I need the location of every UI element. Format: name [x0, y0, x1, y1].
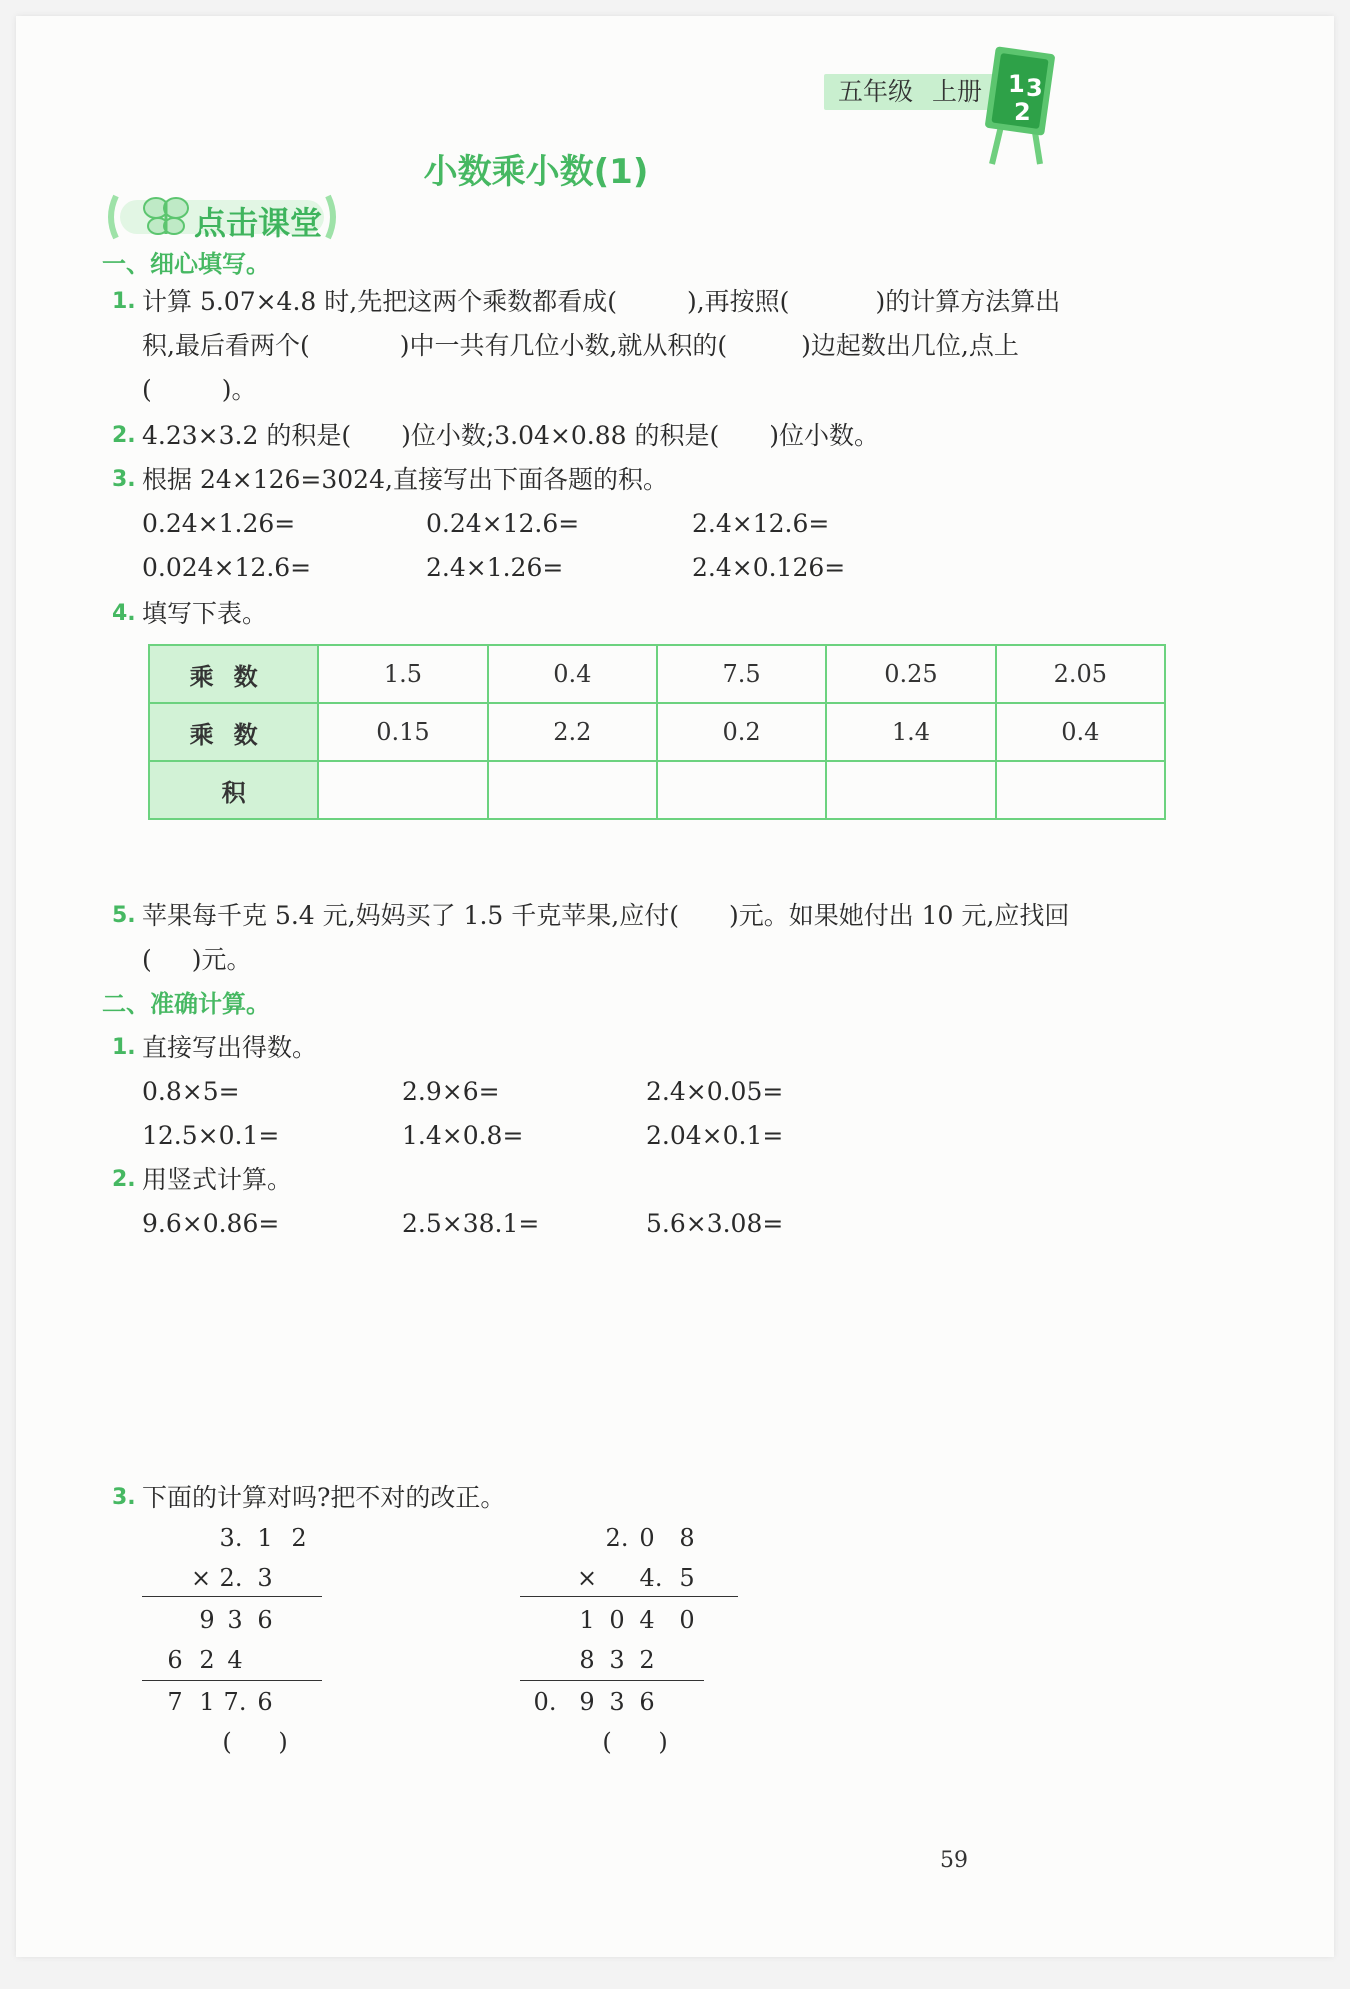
logo-digit-3: 3 [1026, 74, 1043, 102]
s2-q3-text: 下面的计算对吗?把不对的改正。 [142, 1483, 506, 1512]
table-cell: 0.25 [826, 645, 995, 703]
calc-left-digit: 6 [257, 1688, 273, 1716]
calc-left-digit: 3 [257, 1564, 273, 1592]
calc-right-digit: 1 [579, 1606, 595, 1634]
calc-right-digit: 4 [639, 1606, 655, 1634]
q5-text-b: )元。如果她付出 10 元,应找回 [728, 901, 1070, 930]
table-cell: 0.4 [488, 645, 657, 703]
grade-label: 五年级 [838, 77, 914, 106]
q1-text-b: ),再按照( [686, 287, 790, 316]
calc-left-digit: 1 [199, 1688, 215, 1716]
q1-text-e: )中一共有几位小数,就从积的( [399, 331, 728, 360]
logo-digit-1: 1 [1008, 70, 1025, 98]
q4-text: 填写下表。 [142, 599, 268, 628]
q5-text-c: ( [142, 945, 152, 974]
s2-q2-number: 2. [112, 1167, 136, 1192]
calc-left-digit: 7. [223, 1688, 247, 1716]
q1-text-c: )的计算方法算出 [875, 287, 1061, 316]
q1-line1 [142, 280, 1060, 324]
section1-heading: 一、细心填写。 [102, 250, 270, 278]
s2-q3-number: 3. [112, 1485, 136, 1510]
calc-right-rule-1 [520, 1596, 738, 1597]
q3-item-6: 2.4×0.126= [692, 553, 846, 582]
product-answer-cell[interactable] [826, 761, 995, 819]
q1-line2 [142, 324, 1019, 368]
q1-line3 [142, 368, 257, 412]
calc-right-digit: 9 [579, 1688, 595, 1716]
butterfly-icon [144, 198, 188, 234]
page-title: 小数乘小数(1) [423, 152, 649, 192]
section2-heading: 二、准确计算。 [102, 990, 270, 1018]
calc-right-paren-open: ( [602, 1728, 612, 1756]
calc-right-rule-2 [520, 1680, 704, 1681]
banner-text: 点击课堂 [194, 204, 323, 242]
workbook-page [16, 16, 1334, 1957]
table-cell: 0.4 [996, 703, 1165, 761]
calc-left-digit: 3. [219, 1524, 243, 1552]
table-header-multiplier-2: 乘数 [149, 703, 318, 761]
q1-text-g: ( [142, 375, 152, 404]
q2-text-b: )位小数;3.04×0.88 的积是( [401, 421, 720, 450]
s2-q2-item-3: 5.6×3.08= [646, 1209, 784, 1238]
q5-text-a: 苹果每千克 5.4 元,妈妈买了 1.5 千克苹果,应付( [142, 901, 679, 930]
volume-label: 上册 [932, 77, 983, 106]
calc-right-digit: 6 [639, 1688, 655, 1716]
s2-q1-item-5: 1.4×0.8= [402, 1121, 524, 1150]
calc-left-digit: 2 [199, 1646, 215, 1674]
s2-q2-item-2: 2.5×38.1= [402, 1209, 540, 1238]
q4-number: 4. [112, 601, 136, 626]
calc-left-digit: 6 [257, 1606, 273, 1634]
calc-right-digit: 8 [679, 1524, 695, 1552]
q1-text-h: )。 [221, 375, 257, 404]
q3-number: 3. [112, 467, 136, 492]
section-banner [102, 188, 342, 246]
q3-item-1: 0.24×1.26= [142, 509, 296, 538]
s2-q1-item-6: 2.04×0.1= [646, 1121, 784, 1150]
table-cell: 7.5 [657, 645, 826, 703]
calc-right-digit: 0. [533, 1688, 557, 1716]
multiply-table [148, 644, 1166, 820]
table-cell: 2.2 [488, 703, 657, 761]
s2-q1-text: 直接写出得数。 [142, 1033, 318, 1062]
vertical-calc-work-area[interactable] [142, 1252, 1162, 1472]
s2-q1-item-4: 12.5×0.1= [142, 1121, 280, 1150]
calc-left-digit: 9 [199, 1606, 215, 1634]
logo-digit-2: 2 [1014, 98, 1031, 126]
calc-left-digit: 3 [227, 1606, 243, 1634]
s2-q1-item-3: 2.4×0.05= [646, 1077, 784, 1106]
product-answer-cell[interactable] [318, 761, 487, 819]
q2-text-a: 4.23×3.2 的积是( [142, 421, 352, 450]
q1-text-f: )边起数出几位,点上 [801, 331, 1019, 360]
page-number: 59 [940, 1848, 968, 1873]
calc-right-digit: 8 [579, 1646, 595, 1674]
s2-q2-item-1: 9.6×0.86= [142, 1209, 280, 1238]
q5-number: 5. [112, 903, 136, 928]
calc-right-digit: 0 [679, 1606, 695, 1634]
calc-left-digit: 2 [291, 1524, 307, 1552]
q3-item-2: 0.24×12.6= [426, 509, 580, 538]
q3-item-4: 0.024×12.6= [142, 553, 312, 582]
q3-item-5: 2.4×1.26= [426, 553, 564, 582]
calc-right-digit: 2. [605, 1524, 629, 1552]
q3-item-3: 2.4×12.6= [692, 509, 830, 538]
calc-right-digit: 0 [609, 1606, 625, 1634]
q5-line1 [142, 894, 1069, 938]
table-row-product [149, 761, 1165, 819]
calc-left-rule-2 [142, 1680, 322, 1681]
s2-q1-item-2: 2.9×6= [402, 1077, 500, 1106]
q1-number: 1. [112, 289, 136, 314]
table-row-multiplier-2 [149, 703, 1165, 761]
calc-left-paren-open: ( [222, 1728, 232, 1756]
table-header-multiplier-1: 乘数 [149, 645, 318, 703]
calc-right-digit: 4. [639, 1564, 663, 1592]
q2-number: 2. [112, 423, 136, 448]
calc-right-digit: 5 [679, 1564, 695, 1592]
calc-left-digit: 6 [167, 1646, 183, 1674]
table-cell: 1.5 [318, 645, 487, 703]
table-row-multiplier-1 [149, 645, 1165, 703]
q2-line [142, 414, 879, 458]
table-cell: 0.2 [657, 703, 826, 761]
calc-left-paren-close: ) [278, 1728, 288, 1756]
calc-right-digit: 0 [639, 1524, 655, 1552]
q5-text-d: )元。 [191, 945, 252, 974]
calc-right-digit: 2 [639, 1646, 655, 1674]
table-cell: 1.4 [826, 703, 995, 761]
q1-text-d: 积,最后看两个( [142, 331, 310, 360]
q1-text-a: 计算 5.07×4.8 时,先把这两个乘数都看成( [142, 287, 617, 316]
s2-q2-text: 用竖式计算。 [142, 1165, 293, 1194]
calc-left-digit: 1 [257, 1524, 273, 1552]
product-answer-cell[interactable] [488, 761, 657, 819]
calc-left-digit: 2. [219, 1564, 243, 1592]
product-answer-cell[interactable] [996, 761, 1165, 819]
s2-q1-item-1: 0.8×5= [142, 1077, 240, 1106]
calc-left-digit: 4 [227, 1646, 243, 1674]
q3-text: 根据 24×126=3024,直接写出下面各题的积。 [142, 465, 668, 494]
calc-right-digit: 3 [609, 1646, 625, 1674]
product-answer-cell[interactable] [657, 761, 826, 819]
calc-left-digit: 7 [167, 1688, 183, 1716]
q2-text-c: )位小数。 [769, 421, 879, 450]
calc-right-digit: 3 [609, 1688, 625, 1716]
table-cell: 0.15 [318, 703, 487, 761]
calc-left-rule-1 [142, 1596, 322, 1597]
calc-left-digit: × [190, 1564, 212, 1592]
table-cell: 2.05 [996, 645, 1165, 703]
s2-q1-number: 1. [112, 1035, 136, 1060]
table-header-product: 积 [149, 761, 318, 819]
calc-right-paren-close: ) [658, 1728, 668, 1756]
q5-line2 [142, 938, 252, 982]
calc-right-digit: × [576, 1564, 598, 1592]
